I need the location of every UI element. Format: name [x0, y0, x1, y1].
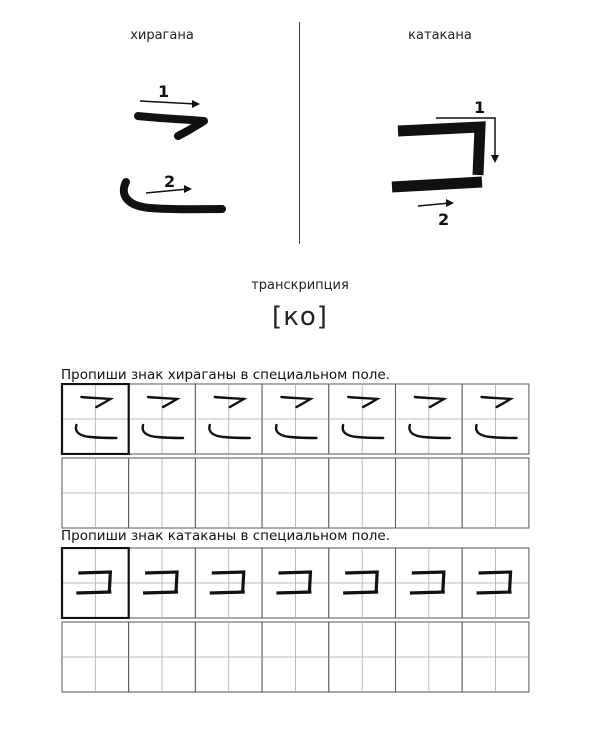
- practice-cell[interactable]: [262, 548, 329, 618]
- katakana-glyph-stroke-2: [210, 592, 245, 593]
- katakana-stroke-2: [392, 182, 482, 187]
- katakana-stroke-1: [398, 127, 480, 175]
- practice-cell[interactable]: [329, 622, 396, 692]
- katakana-stroke-diagram: [370, 85, 520, 235]
- katakana-model-grid: [60, 547, 536, 619]
- practice-cell[interactable]: [262, 622, 329, 692]
- katakana-glyph-stroke-2: [410, 592, 445, 593]
- practice-cell[interactable]: [62, 622, 129, 692]
- practice-cell[interactable]: [329, 384, 396, 454]
- katakana-glyph-stroke-2: [76, 592, 111, 593]
- hiragana-stroke-1: [138, 116, 204, 136]
- column-divider: [299, 22, 300, 244]
- practice-cell[interactable]: [62, 458, 129, 528]
- arrow-head-icon: [192, 100, 200, 108]
- arrow-head-icon: [446, 199, 454, 207]
- katakana-glyph-stroke-2: [477, 592, 512, 593]
- practice-cell[interactable]: [396, 548, 463, 618]
- katakana-glyph-stroke-2: [143, 592, 178, 593]
- katakana-instruction: Пропиши знак катаканы в специальном поле.: [61, 528, 390, 544]
- hiragana-stroke-diagram: [100, 70, 240, 220]
- practice-cell[interactable]: [329, 548, 396, 618]
- practice-cell[interactable]: [195, 384, 262, 454]
- katakana-glyph-stroke-2: [276, 592, 311, 593]
- hiragana-instruction: Пропиши знак хираганы в специальном поле.: [61, 367, 390, 383]
- stroke-number-1: 1: [158, 82, 170, 101]
- practice-cell[interactable]: [129, 548, 196, 618]
- stroke-number-1: 1: [474, 98, 486, 117]
- practice-cell[interactable]: [462, 458, 529, 528]
- katakana-practice-grid[interactable]: [60, 621, 536, 693]
- practice-cell[interactable]: [62, 548, 129, 618]
- practice-cell[interactable]: [195, 458, 262, 528]
- practice-cell[interactable]: [329, 458, 396, 528]
- practice-cell[interactable]: [195, 622, 262, 692]
- practice-cell[interactable]: [129, 384, 196, 454]
- practice-cell[interactable]: [462, 384, 529, 454]
- practice-cell[interactable]: [462, 548, 529, 618]
- transcription-label: транскрипция: [251, 278, 349, 293]
- stroke-2-arrow: [418, 203, 450, 206]
- katakana-title: катакана: [408, 28, 472, 43]
- stroke-number-2: 2: [164, 172, 176, 191]
- practice-cell[interactable]: [262, 458, 329, 528]
- practice-cell[interactable]: [195, 548, 262, 618]
- practice-cell[interactable]: [129, 622, 196, 692]
- arrow-head-icon: [491, 155, 499, 163]
- arrow-head-icon: [184, 185, 192, 193]
- transcription-value: [ко]: [272, 302, 328, 332]
- stroke-1-arrow: [140, 101, 196, 104]
- katakana-glyph-stroke-2: [343, 592, 378, 593]
- hiragana-model-grid: [60, 383, 536, 455]
- stroke-number-2: 2: [438, 210, 450, 229]
- hiragana-practice-grid[interactable]: [60, 457, 536, 529]
- practice-cell[interactable]: [396, 458, 463, 528]
- practice-cell[interactable]: [396, 622, 463, 692]
- practice-cell[interactable]: [129, 458, 196, 528]
- practice-cell[interactable]: [462, 622, 529, 692]
- hiragana-title: хирагана: [130, 28, 194, 43]
- practice-cell[interactable]: [396, 384, 463, 454]
- practice-cell[interactable]: [62, 384, 129, 454]
- practice-cell[interactable]: [262, 384, 329, 454]
